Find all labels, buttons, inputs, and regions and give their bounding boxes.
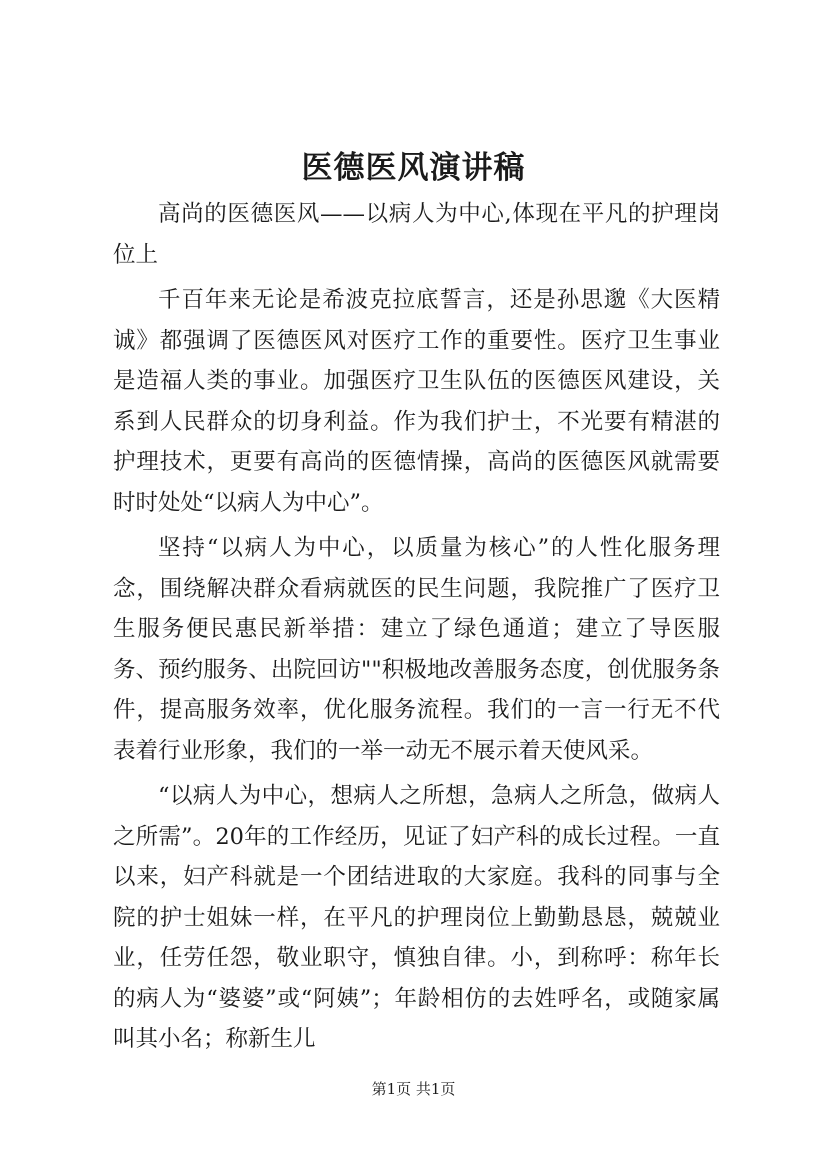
paragraph-1: 高尚的医德医风——以病人为中心,体现在平凡的护理岗位上 <box>113 201 720 268</box>
paragraph-4: “以病人为中心，想病人之所想，急病人之所急，做病人之所需”。20年的工作经历，见证了妇产科的成长过程。一直以来，妇产科就是一个团结进取的大家庭。我科的同事与全院的护士姐妹一样，在平凡的护理岗位上勤勤恳恳，兢兢业业，任劳任怨，敬业职守，慎独自律。小，到称呼：称年长的病人为“婆婆”或“阿姨”；年龄相仿的去姓呼名，或随家属叫其小名；称新生儿 <box>113 783 720 1052</box>
page-footer: 第1页 共1页 <box>371 1080 456 1098</box>
paragraph-2: 千百年来无论是希波克拉底誓言，还是孙思邈《大医精诚》都强调了医德医风对医疗工作的重要性。医疗卫生事业是造福人类的事业。加强医疗卫生队伍的医德医风建设，关系到人民群众的切身利益。作为我们护士，不光要有精湛的护理技术，更要有高尚的医德情操，高尚的医德医风就需要时时处处“以病人为中心”。 <box>113 287 720 516</box>
document-title: 医德医风演讲稿 <box>301 150 526 186</box>
paragraph-3: 坚持“以病人为中心，以质量为核心”的人性化服务理念，围绕解决群众看病就医的民生问题，我院推广了医疗卫生服务便民惠民新举措：建立了绿色通道；建立了导医服务、预约服务、出院回访""积极地改善服务态度，创优服务条件，提高服务效率，优化服务流程。我们的一言一行无不代表着行业形象，我们的一举一动无不展示着天使风采。 <box>113 535 720 764</box>
document-body <box>113 194 720 1065</box>
